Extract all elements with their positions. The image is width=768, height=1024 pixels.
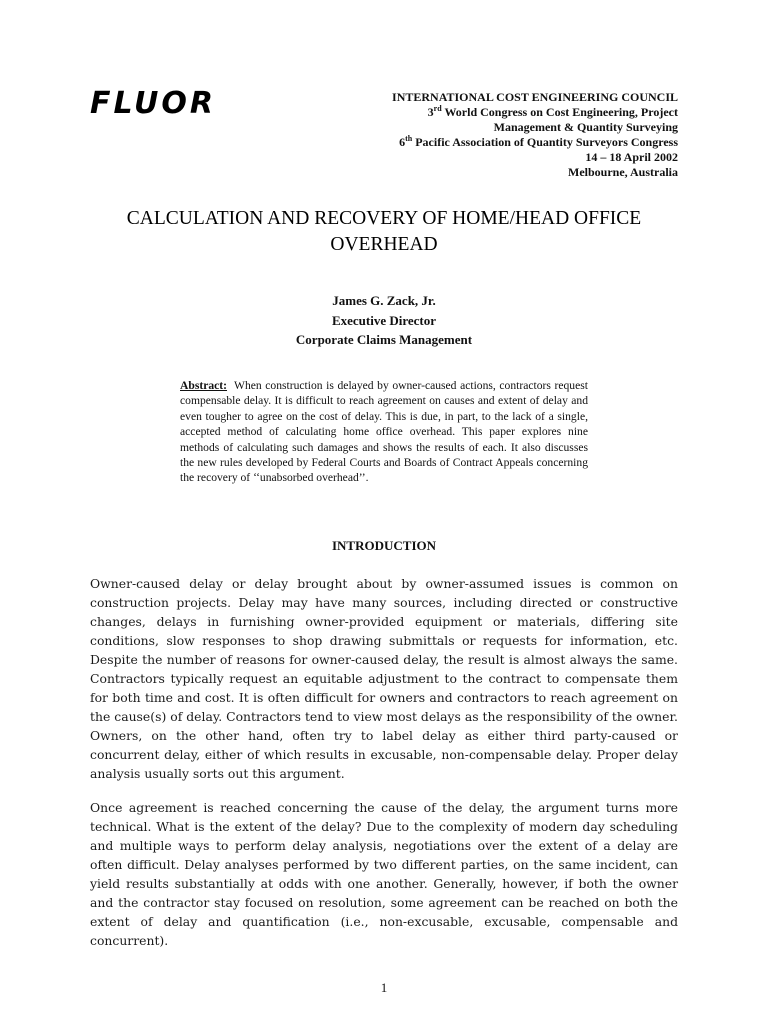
- fluor-logo: FLUOR: [90, 86, 216, 121]
- conference-line-4: 6th Pacific Association of Quantity Surveyors Congress: [399, 134, 678, 149]
- conference-location: Melbourne, Australia: [568, 165, 678, 179]
- abstract-text: When construction is delayed by owner-caused actions, contractors request compensable delay. It is difficult to reach agreement on causes and extent of delay and even tougher to agree on the cost of delay. This is due, in part, to the lack of a single, accepted method of calculating home office overhead. This paper explores nine methods of calculating such damages and shows the results of each. It also discusses the new rules developed by Federal Courts and Boards of Contract Appeals concerning the recovery of ‘‘unabsorbed overhead’’.: [180, 379, 588, 485]
- author-block: [180, 291, 588, 350]
- paragraph: Owner-caused delay or delay brought about by owner-assumed issues is common on construction projects. Delay may have many sources, including directed or constructive changes, delays in furnishing owner-provided equipment or materials, differing site conditions, slow responses to shop drawing submittals or requests for information, etc. Despite the number of reasons for owner-caused delay, the result is almost always the same. Contractors typically request an equitable adjustment to the contract to compensate them for both time and cost. It is often difficult for owners and contractors to reach agreement on the cause(s) of delay. Contractors tend to view most delays as the responsibility of the owner. Owners, on the other hand, often try to label delay as either third party-caused or concurrent delay, either of which results in excusable, non-compensable delay. Proper delay analysis usually sorts out this argument.: [90, 576, 678, 781]
- abstract: [180, 378, 588, 486]
- conference-info: [348, 90, 678, 180]
- paragraph: Once agreement is reached concerning the cause of the delay, the argument turns more technical. What is the extent of the delay? Due to the complexity of modern day scheduling and multiple ways to perform delay analysis, negotiations over the extent of a delay are often difficult. Delay analyses performed by two different parties, on the same incident, can yield results substantially at odds with one another. Generally, however, if both the owner and the contractor stay focused on resolution, some agreement can be reached on both the extent of delay and quantification (i.e., non-excusable, excusable, compensable and concurrent).: [90, 800, 678, 948]
- author-organization: Corporate Claims Management: [295, 332, 473, 347]
- abstract-label: Abstract:: [180, 379, 228, 392]
- conference-line-1: INTERNATIONAL COST ENGINEERING COUNCIL: [392, 90, 678, 104]
- conference-dates: 14 – 18 April 2002: [585, 150, 678, 164]
- conference-line-2: 3rd World Congress on Cost Engineering, Project: [427, 104, 678, 119]
- author-position: Executive Director: [331, 312, 437, 328]
- conference-line-3: Management & Quantity Surveying: [493, 120, 678, 134]
- author-name: James G. Zack, Jr.: [332, 293, 436, 308]
- paper-title: CALCULATION AND RECOVERY OF HOME/HEAD OFFICE OVERHEAD: [126, 208, 642, 255]
- section-heading: INTRODUCTION: [331, 538, 436, 553]
- page-number: 1: [380, 980, 388, 995]
